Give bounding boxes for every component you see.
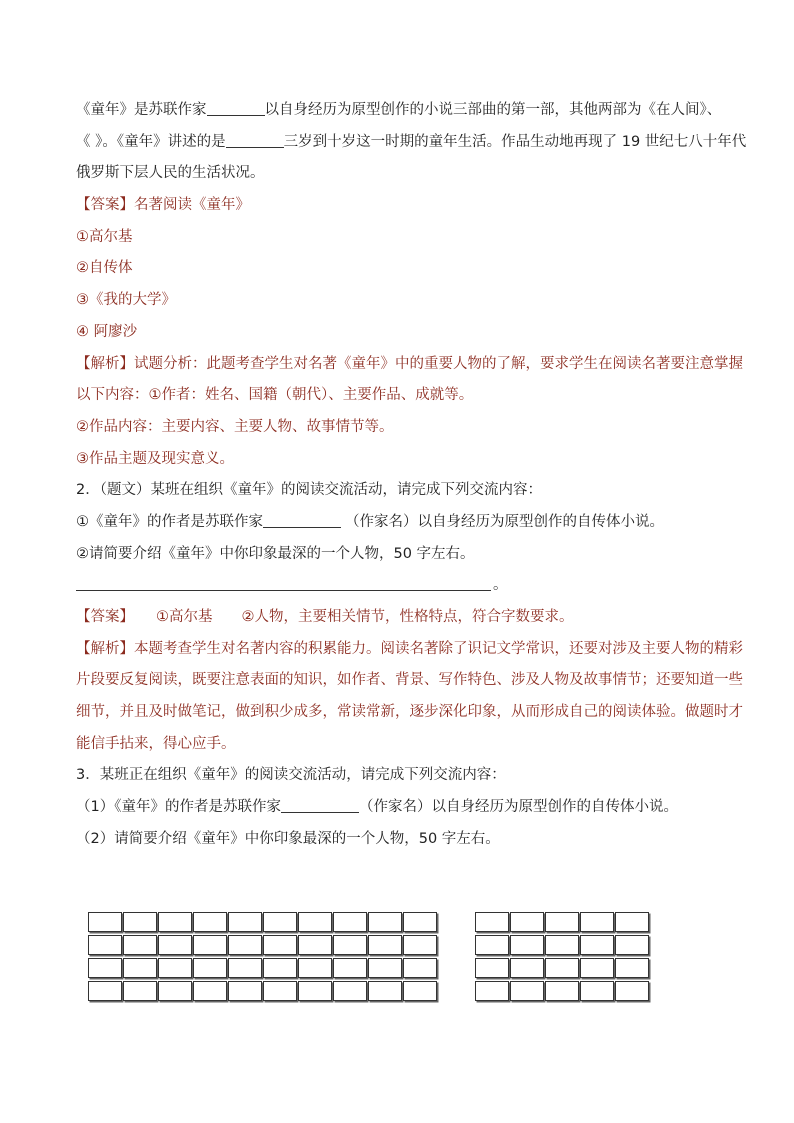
q2-answer — [76, 602, 726, 634]
q3-blank-author[interactable] — [281, 796, 359, 813]
q2-answer-blank[interactable] — [76, 574, 491, 591]
grid-cell[interactable] — [510, 935, 544, 955]
answer-label: 【答案】 — [76, 609, 134, 625]
q3-stem: 3．某班正在组织《童年》的阅读交流活动，请完成下列交流内容： — [76, 767, 506, 784]
q2-item-2: ②请简要介绍《童年》中你印象最深的一个人物，50 字左右。 — [76, 545, 475, 562]
q1-answer-item: ③《我的大学》 — [76, 292, 176, 309]
q1-blank-author — [207, 99, 265, 116]
grid-cell[interactable] — [475, 981, 509, 1001]
q3-item-2: （2）请简要介绍《童年》中你印象最深的一个人物，50 字左右。 — [76, 830, 500, 847]
q1-analysis-line: ②作品内容：主要内容、主要人物、故事情节等。 — [76, 418, 394, 435]
grid-cell[interactable] — [298, 958, 332, 978]
q2-text: ①《童年》的作者是苏联作家 — [76, 513, 263, 530]
grid-cell[interactable] — [123, 981, 157, 1001]
grid-cell[interactable] — [228, 981, 262, 1001]
grid-cell[interactable] — [193, 935, 227, 955]
grid-cell[interactable] — [615, 912, 649, 932]
grid-cell[interactable] — [158, 935, 192, 955]
q1-text: 《童年》是苏联作家 — [76, 102, 207, 118]
grid-cell[interactable] — [298, 935, 332, 955]
answer-label: 【答案】 — [76, 197, 134, 214]
grid-cell[interactable] — [510, 981, 544, 1001]
q2-analysis-line: 细节，并且及时做笔记，做到积少成多，常读常新，逐步深化印象，从而形成自己的阅读体验。做题时才 — [76, 704, 743, 721]
q2-answer-blank-line — [76, 570, 726, 602]
q2-analysis — [76, 634, 743, 666]
grid-cell[interactable] — [263, 935, 297, 955]
analysis-text: 本题考查学生对名著内容的积累能力。阅读名著除了识记文学常识，还要对涉及主要人物的精彩 — [134, 640, 743, 657]
answer-text: ①高尔基 ②人物，主要相关情节，性格特点，符合字数要求。 — [156, 609, 574, 625]
analysis-label: 【解析】 — [76, 640, 134, 657]
grid-cell[interactable] — [298, 981, 332, 1001]
q2-item-1 — [76, 507, 726, 539]
q1-answer-item: ④ 阿廖沙 — [76, 323, 138, 340]
grid-cell[interactable] — [228, 958, 262, 978]
q1-line-3: 俄罗斯下层人民的生活状况。 — [76, 165, 265, 182]
grid-cell[interactable] — [333, 958, 367, 978]
grid-cell[interactable] — [510, 912, 544, 932]
grid-cell[interactable] — [403, 935, 437, 955]
grid-cell[interactable] — [403, 981, 437, 1001]
grid-cell[interactable] — [158, 912, 192, 932]
grid-cell[interactable] — [123, 958, 157, 978]
grid-cell[interactable] — [580, 935, 614, 955]
grid-cell[interactable] — [88, 958, 122, 978]
grid-cell[interactable] — [88, 935, 122, 955]
q2-analysis-line: 能信手拈来，得心应手。 — [76, 735, 236, 752]
q3-item-1 — [76, 792, 726, 824]
q1-analysis-line: ③作品主题及现实意义。 — [76, 450, 234, 467]
grid-cell[interactable] — [263, 912, 297, 932]
grid-cell[interactable] — [228, 912, 262, 932]
q3-text: （1）《童年》的作者是苏联作家 — [76, 799, 281, 816]
grid-cell[interactable] — [228, 935, 262, 955]
grid-cell[interactable] — [475, 958, 509, 978]
answer-grid-left — [88, 912, 438, 1004]
grid-cell[interactable] — [88, 981, 122, 1001]
q2-blank-end: 。 — [493, 577, 508, 594]
grid-cell[interactable] — [545, 935, 579, 955]
grid-cell[interactable] — [475, 912, 509, 932]
grid-cell[interactable] — [263, 958, 297, 978]
grid-cell[interactable] — [545, 912, 579, 932]
analysis-label: 【解析】 — [76, 355, 134, 372]
grid-cell[interactable] — [298, 912, 332, 932]
grid-cell[interactable] — [368, 981, 402, 1001]
grid-cell[interactable] — [615, 935, 649, 955]
grid-cell[interactable] — [545, 981, 579, 1001]
grid-cell[interactable] — [193, 958, 227, 978]
grid-cell[interactable] — [580, 958, 614, 978]
grid-cell[interactable] — [510, 958, 544, 978]
grid-cell[interactable] — [158, 981, 192, 1001]
q1-answer-item: ②自传体 — [76, 260, 133, 277]
answer-grid-right — [475, 912, 650, 1004]
grid-cell[interactable] — [263, 981, 297, 1001]
q2-text: （作家名）以自身经历为原型创作的自传体小说。 — [345, 513, 664, 530]
grid-cell[interactable] — [615, 981, 649, 1001]
grid-cell[interactable] — [615, 958, 649, 978]
q1-line-1 — [76, 95, 726, 127]
q3-text: （作家名）以自身经历为原型创作的自传体小说。 — [358, 799, 678, 816]
grid-cell[interactable] — [333, 981, 367, 1001]
document-page — [76, 95, 747, 856]
grid-cell[interactable] — [580, 912, 614, 932]
q1-line-2 — [76, 127, 747, 159]
grid-cell[interactable] — [545, 958, 579, 978]
q1-text: 三岁到十岁这一时期的童年生活。作品生动地再现了 19 世纪七八十年代 — [283, 133, 747, 150]
q1-analysis-line: 以下内容：①作者：姓名、国籍（朝代）、主要作品、成就等。 — [76, 387, 474, 404]
grid-cell[interactable] — [123, 912, 157, 932]
grid-cell[interactable] — [368, 958, 402, 978]
grid-cell[interactable] — [193, 912, 227, 932]
q2-blank-author[interactable] — [263, 511, 341, 528]
grid-cell[interactable] — [193, 981, 227, 1001]
grid-cell[interactable] — [403, 912, 437, 932]
q1-answer-item: ①高尔基 — [76, 228, 133, 245]
grid-cell[interactable] — [123, 935, 157, 955]
analysis-text: 试题分析：此题考查学生对名著《童年》中的重要人物的了解，要求学生在阅读名著要注意掌握 — [134, 355, 743, 372]
grid-cell[interactable] — [475, 935, 509, 955]
q1-text: 以自身经历为原型创作的小说三部曲的第一部，其他两部为《在人间》、 — [264, 102, 722, 118]
answer-text: 名著阅读《童年》 — [134, 197, 250, 214]
q1-blank-period — [226, 131, 284, 148]
q1-text: 《 》。《童年》讲述的是 — [76, 133, 226, 150]
q1-analysis — [76, 349, 743, 381]
grid-cell[interactable] — [158, 958, 192, 978]
grid-cell[interactable] — [368, 912, 402, 932]
grid-cell[interactable] — [333, 912, 367, 932]
grid-cell[interactable] — [88, 912, 122, 932]
grid-cell[interactable] — [333, 935, 367, 955]
q2-stem: 2．（题文）某班在组织《童年》的阅读交流活动，请完成下列交流内容： — [76, 482, 542, 499]
q1-answer — [76, 190, 726, 222]
grid-cell[interactable] — [368, 935, 402, 955]
grid-cell[interactable] — [403, 958, 437, 978]
grid-cell[interactable] — [580, 981, 614, 1001]
q2-analysis-line: 片段要反复阅读，既要注意表面的知识，如作者、背景、写作特色、涉及人物及故事情节；还要知道一些 — [76, 672, 743, 689]
